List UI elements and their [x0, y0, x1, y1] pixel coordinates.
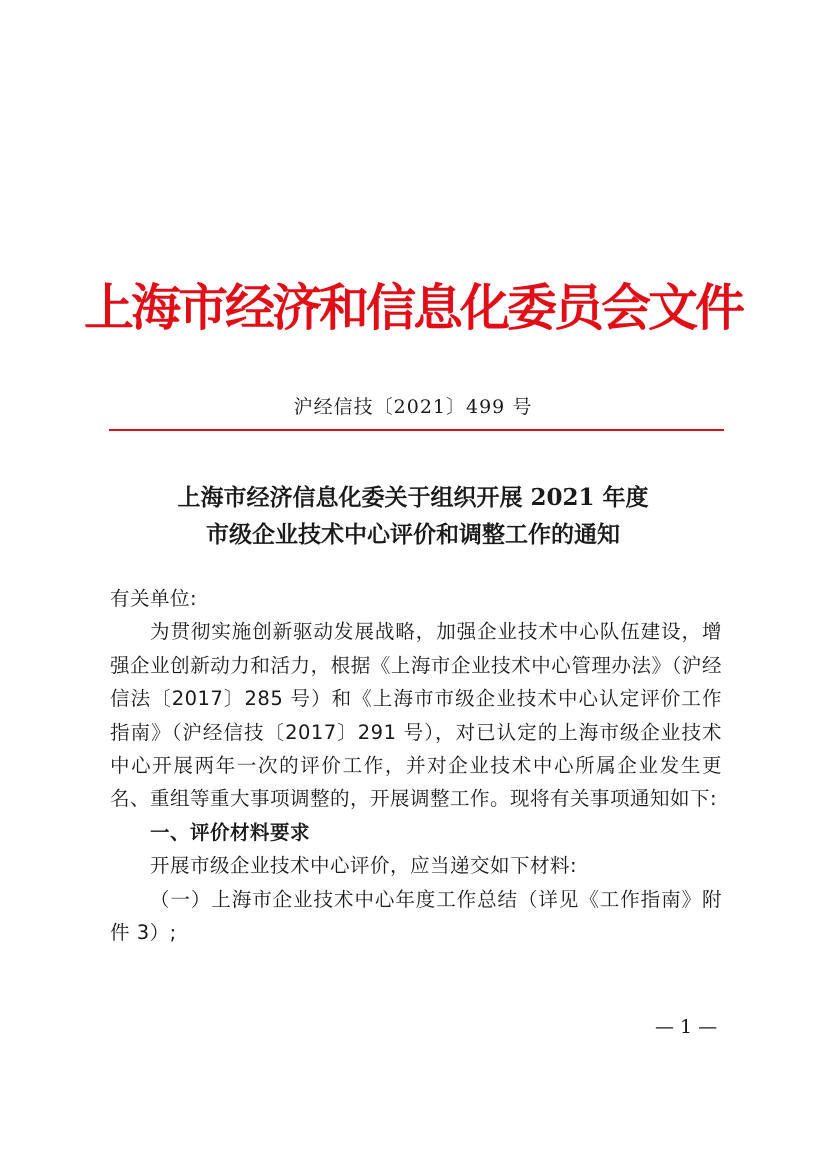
document-number: 沪经信技〔2021〕499 号: [293, 396, 533, 418]
red-divider-line: [109, 429, 724, 431]
notice-title-line-1: 上海市经济信息化委关于组织开展 2021 年度: [177, 484, 649, 511]
issuer-masthead: 上海市经济和信息化委员会文件: [84, 278, 742, 337]
notice-title-line-2: 市级企业技术中心评价和调整工作的通知: [206, 521, 620, 548]
salutation: 有关单位:: [110, 587, 198, 610]
paragraph-intro: 为贯彻实施创新驱动发展战略，加强企业技术中心队伍建设，增强企业创新动力和活力，根据《上海市企业技术中心管理办法》（沪经信法〔2017〕285 号）和《上海市市级企业技术中心认定评价工作指南》（沪经信技〔2017〕291 号），对已认定的上海市级企业技术中心开展两年一次的评价工作，并对企业技术中心所属企业发生更名、重组等重大事项调整的，开展调整工作。现将有关事项通知如下:: [110, 620, 722, 811]
section-intro: 开展市级企业技术中心评价，应当递交如下材料:: [150, 854, 578, 878]
section-heading-evaluation-materials: 一、评价材料要求: [150, 820, 311, 844]
page-number: — 1 —: [655, 1016, 718, 1038]
section-item-1: （一）上海市企业技术中心年度工作总结（详见《工作指南》附件 3）;: [110, 887, 722, 945]
notice-body: [110, 582, 722, 949]
